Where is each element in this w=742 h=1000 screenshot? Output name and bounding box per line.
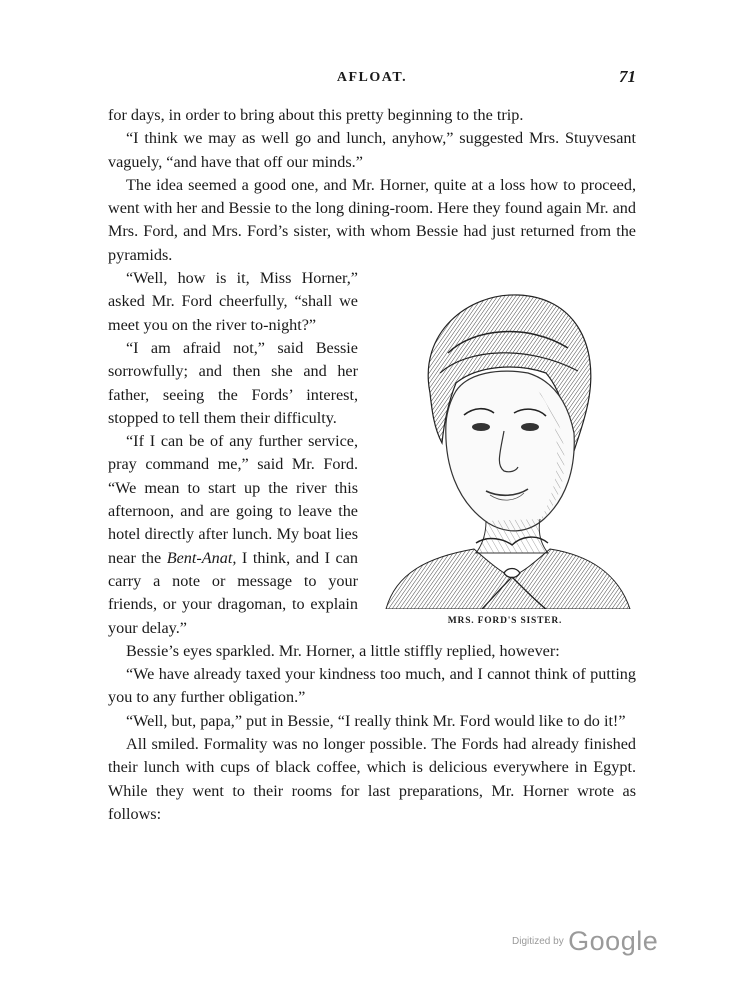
paragraph: “We have already taxed your kindness too much, and I cannot think of putting you to any further obligation.” <box>108 665 636 707</box>
portrait-engraving <box>378 273 632 609</box>
digitization-watermark <box>512 926 658 957</box>
running-title: AFLOAT. <box>336 70 408 85</box>
page-number: 71 <box>619 67 636 86</box>
paragraph: The idea seemed a good one, and Mr. Horner, quite at a loss how to proceed, went with her and Bessie to the long dining-room. Here they found again Mr. and Mrs. Ford, and Mrs. Ford’s sister, with whom Bessie had just returned from the pyramids. <box>108 175 636 264</box>
paragraph: All smiled. Formality was no longer possible. The Fords had already finished their lunch with cups of black coffee, which is delicious everywhere in Egypt. While they went to their rooms for last preparations, Mr. Horner wrote as follows: <box>108 735 636 823</box>
paragraph: “I am afraid not,” said Bessie sorrowfully; and then she and her father, seeing the Fords’ interest, stopped to tell them their difficulty. <box>108 338 358 427</box>
paragraph: “Well, how is it, Miss Horner,” asked Mr. Ford cheerfully, “shall we meet you on the river to-night?” <box>108 269 358 334</box>
watermark-prefix: Digitized by <box>512 936 564 947</box>
paragraph-text: “If I can be of any further service, pray command me,” said Mr. Ford. “We mean to start up the river this afternoon, and are going to leave the hotel directly after lunch. My boat lies near the <box>108 432 358 567</box>
paragraph: “Well, but, papa,” put in Bessie, “I really think Mr. Ford would like to do it!” <box>126 711 626 730</box>
boat-name: Bent-Anat, <box>166 548 237 567</box>
paragraph-text: I think, and I can carry a note or message to your friends, or your dragoman, to explain your delay.” <box>108 548 358 637</box>
body-text <box>108 104 636 826</box>
paragraph: for days, in order to bring about this pretty beginning to the trip. <box>108 106 524 124</box>
paragraph: Bessie’s eyes sparkled. Mr. Horner, a little stiffly replied, however: <box>126 641 560 660</box>
portrait-illustration <box>374 273 636 633</box>
google-logo: Google <box>568 926 659 956</box>
figure-caption: MRS. FORD'S SISTER. <box>447 615 563 626</box>
paragraph: “I think we may as well go and lunch, anyhow,” suggested Mrs. Stuyvesant vaguely, “and have that off our minds.” <box>108 129 636 171</box>
running-header <box>108 67 636 96</box>
